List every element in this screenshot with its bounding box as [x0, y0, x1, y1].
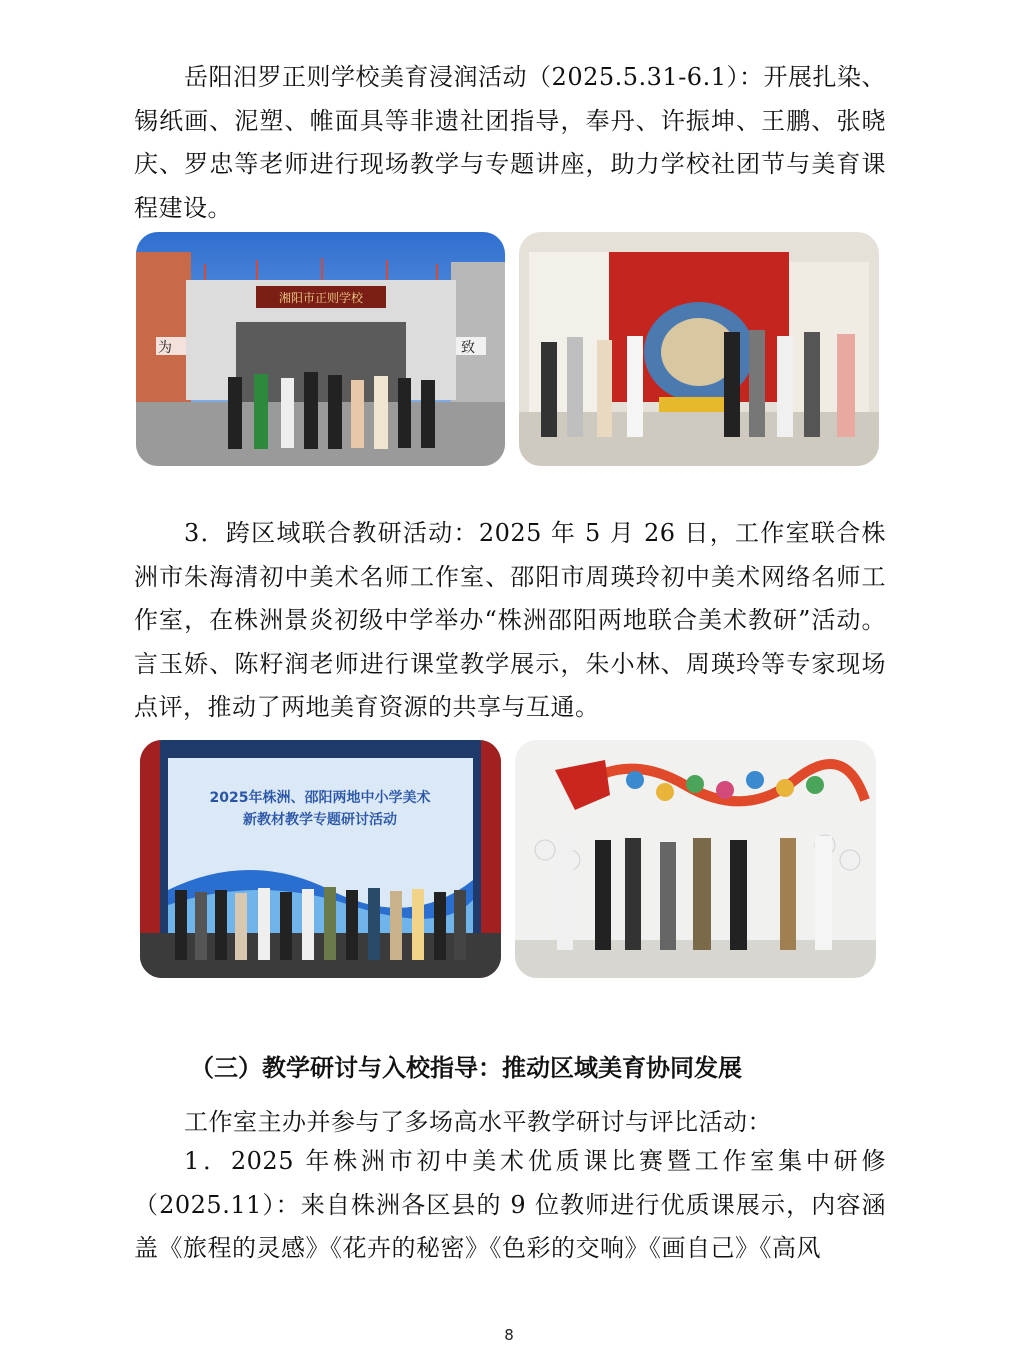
school-sign-text: 湘阳市正则学校 [278, 291, 364, 305]
paragraph-competition-line1: 1．2025 年株洲市初中美术优质课比赛暨工作室集中研修 [184, 1147, 886, 1175]
photo-exhibition-group [519, 232, 879, 466]
photo-school-gate [136, 232, 505, 466]
paragraph-zhengze-school: 岳阳汨罗正则学校美育浸润活动（2025.5.31-6.1）：开展扎染、锡纸画、泥塑、帷面具等非遗社团指导，奉丹、许振坤、王鹏、张晓庆、罗忠等老师进行现场教学与专题讲座，助力学校社团节与美育课程建设。 [134, 63, 886, 222]
screen-title-line2: 新教材教学专题研讨活动 [243, 812, 397, 828]
paragraph-cross-region: 3．跨区域联合教研活动：2025 年 5 月 26 日，工作室联合株洲市朱海清初中美术名师工作室、邵阳市周瑛玲初中美术网络名师工作室，在株洲景炎初级中学举办“株洲邵阳两地联合美术教研”活动。言玉娇、陈籽润老师进行课堂教学展示，朱小林、周瑛玲等专家现场点评，推动了两地美育资源的共享与互通。 [134, 519, 886, 721]
photo-dragon-wall-group [515, 740, 876, 978]
section-heading: （三）教学研讨与入校指导：推动区域美育协同发展 [190, 1054, 742, 1082]
page-number: 8 [504, 1326, 514, 1344]
paragraph-intro: 工作室主办并参与了多场高水平教学研讨与评比活动： [184, 1108, 772, 1136]
paragraph-competition [134, 1140, 886, 1271]
paragraph-competition-rest: （2025.11）：来自株洲各区县的 9 位教师进行优质课展示，内容涵盖《旅程的灵感》《花卉的秘密》《色彩的交响》《画自己》《高风 [134, 1190, 886, 1262]
svg-text:致: 致 [461, 340, 475, 356]
screen-title-line1: 2025年株洲、邵阳两地中小学美术 [209, 790, 431, 806]
photo-stage-group [140, 740, 501, 978]
svg-text:为: 为 [158, 340, 172, 356]
